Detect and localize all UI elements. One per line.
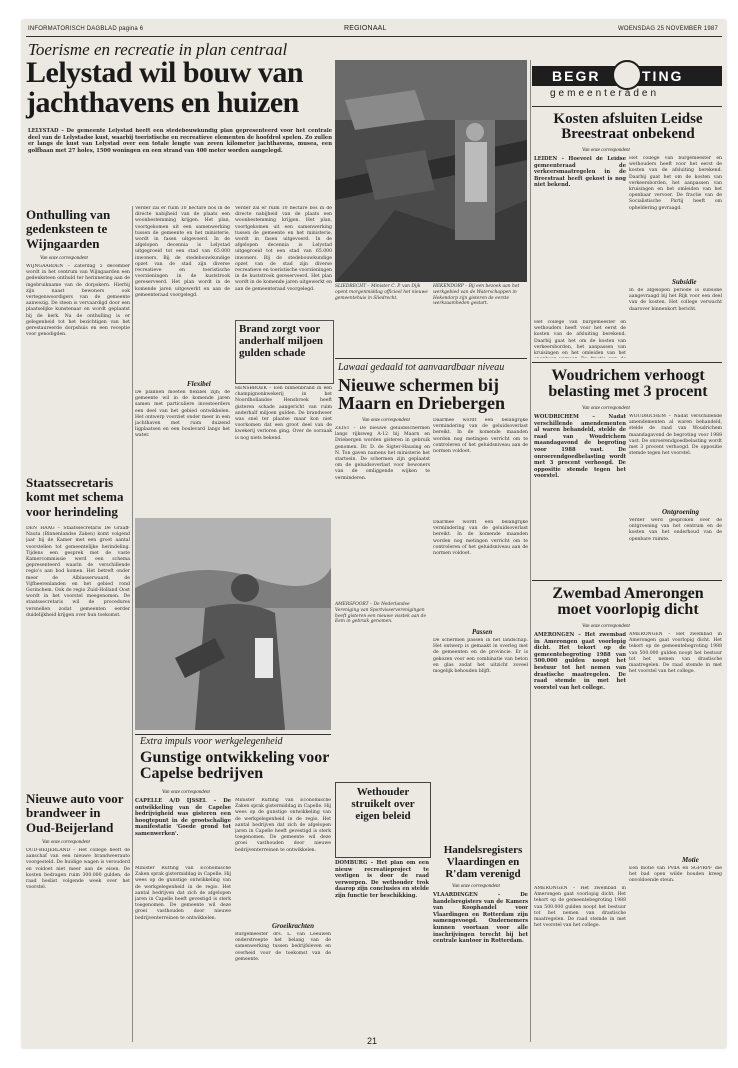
- lawaai-body2: Daarmee wordt een belangrijke vermindering van de geluidsoverlast bereikt. In de komende maanden worden nog metingen verricht om te controleren of het geluidsniveau aan de normen voldoet.: [433, 418, 528, 455]
- oudbeijerland-byline: Van onze correspondent: [42, 840, 90, 845]
- lawaai-body: ZEIST – De nieuwe geluidsschermen langs rijksweg A-12 bij Maarn en Driebergen worden gisteren in gebruik genomen. Dr. D. de Sigter-Hausing en N. Ton gaven namens het ministerie het startsein. De schermen zijn geplaatst om de geluidsoverlast voor bewoners van de omliggende wijken te verminderen.: [335, 426, 430, 481]
- capelle-rule: [135, 734, 331, 735]
- lawaai-headline: Nieuwe schermen bij Maarn en Driebergen: [338, 375, 505, 413]
- zwembad-body-more: AMERONGEN – Het zwembad in Amerongen gaat voorlopig dicht. Het tekort op de gemeentebegroting 1988 van 500.000 gulden noopt het bestuur tot het nemen van drastische maatregelen. De raad stemde in met het voorstel van het college.: [534, 886, 626, 929]
- capelle-headline: Gunstige ontwikkeling voor Capelse bedrijven: [140, 749, 330, 782]
- lelystad-sub: Flexibel: [187, 380, 211, 388]
- capelle-sub: Groeikrachten: [272, 922, 314, 930]
- zwembad-byline: Van onze correspondent: [582, 624, 630, 629]
- begroting-logo-sub: gemeenteraden: [550, 88, 660, 99]
- page-number: 21: [367, 1036, 378, 1046]
- lawaai-kicker: Lawaai gedaald tot aanvaardbaar niveau: [338, 362, 505, 373]
- capelle-body-cont: Minister Rutting van Economische Zaken sprak gistermiddag in Capelle. Hij wees op de gunstige ontwikkeling van de werkgelegenheid in de regio. Het aantal bedrijven dat zich de afgelopen jaren in Capelle heeft gevestigd is sterk toegenomen. De gemeente wil deze groei vasthouden door nieuwe bedrijventerreinen te ontwikkelen.: [235, 798, 331, 853]
- wethouder-box: [335, 782, 431, 858]
- lawaai-rule: [335, 358, 527, 359]
- staatssecretaris-body: DEN HAAG – Staatssecretaris De Graaff-Nauta (Binnenlandse Zaken) komt volgend jaar bij de Kamer met een groot aantal voorstellen tot gemeentelijke herindeling. Tijdens een gesprek met de vaste Kamercommissie werd een schema gepresenteerd waarin de verschillende regio's aan bod komen. Het betreft onder meer de Alblasserwaard, de Vijfheerenlanden en het gebied rond Gorinchem. Ook de regio Zuid-Holland Oost wordt in het voorstel meegenomen. De staatssecretaris wil de procedures versnellen zodat gemeenten eerder duidelijkheid krijgen over hun toekomst.: [26, 526, 130, 618]
- wingaarden-headline: Onthulling van gedenksteen te Wijngaarden: [26, 207, 111, 251]
- lelystad-lead: LELYSTAD – De gemeente Lelystad heeft een stedebouwkundig plan gepresenteerd voor het centrale deel van de Lelystadse kust, waarbij toeristische en recreatieve elementen de hoofdrol spelen. Zo zullen er langs de kust van Lelystad over een totale lengte van zeven kilometer jachthavens, musea, een golfbaan met 27 holes, 1500 woningen en een strand van 400 meter worden aangelegd.: [28, 128, 332, 154]
- staatssecretaris-headline: Staatssecretaris komt met schema voor herindeling: [26, 475, 124, 519]
- wingaarden-body: WIJNGAARDEN – Zaterdag 5 december wordt in het centrum van Wijngaarden een gedenksteen onthuld ter herinnering aan de ingebruikname van de dorpskern. Hierbij zijn naast bewoners ook vertegenwoordigers van de gemeente aanwezig. De steen is vervaardigd door een plaatselijke kunstenaar en wordt geplaatst bij de kerk. Na de onthulling is er gelegenheid tot het bezichtigen van het gerestaureerde dorpshuis en een receptie voor genodigden.: [26, 264, 130, 338]
- zwembad-headline: Zwembad Amerongen moet voorlopig dicht: [552, 585, 704, 618]
- header-date: WOENSDAG 25 NOVEMBER 1987: [617, 26, 718, 32]
- oudbeijerland-headline: Nieuwe auto voor brandweer in Oud-Beijerland: [26, 791, 124, 835]
- handelsregisters-byline: Van onze correspondent: [452, 884, 500, 889]
- capelle-kicker: Extra impuls voor werkgelegenheid: [140, 736, 283, 747]
- header-rule: [26, 36, 722, 37]
- kosten-lead: LEIDEN – Hoeveel de Leidse gemeenteraad de verkeersmaatregelen in de Breestraat heeft gekost is nog niet bekend.: [534, 156, 626, 189]
- photo-sliedrecht: [335, 60, 527, 282]
- col-sep-2: [530, 60, 531, 1042]
- begroting-logo-text-b: TING: [642, 68, 684, 84]
- photo-sliedrecht-image: [335, 60, 527, 282]
- handelsregisters-body: VLAARDINGEN – De handelsregisters van de Kamers van Koophandel voor Vlaardingen en Rotterdam zijn samengevoegd. Ondernemers kunnen voortaan voor alle inschrijvingen terecht bij het centrale kantoor in Rotterdam.: [433, 892, 528, 945]
- col-sep-1: [132, 206, 133, 1042]
- zwembad-sub: Motie: [682, 856, 699, 864]
- kosten-byline: Van onze correspondent: [582, 148, 630, 153]
- header-left: INFORMATORISCH DAGBLAD pagina 6: [28, 26, 144, 32]
- woudrichem-rule: [532, 362, 722, 363]
- photo-amersfoort-caption: AMERSFOORT – De Nederlandse Vereniging van Sportvisserverenigingen heeft gisteren een nieuwe visstek aan de Eem in gebruik genomen.: [335, 602, 427, 625]
- kosten-body-cont: Het college van burgemeester en wethouders heeft voor het eerst de kosten van de afsluiting berekend. Daarbij gaat het om de kosten van verkeersborden, het aanpassen van kruisingen en het omleiden van het: [534, 320, 626, 357]
- header-section: REGIONAAL: [344, 25, 387, 32]
- lawaai-byline: Van onze correspondent: [362, 418, 410, 423]
- woudrichem-body-cont: WOUDRICHEM – Nadat verschillende amendementen al waren behandeld, stelde de raad van Woudrichem maandagavond de begroting voor 1988 vast. De onroerendgoedbelasting wordt met 3 procent verhoogd. De oppositie stemde tegen het voorstel.: [629, 414, 722, 457]
- photo-amersfoort: [135, 518, 331, 730]
- kosten-body: Het college van burgemeester en wethouders heeft voor het eerst de kosten van de afsluiting berekend. Daarbij gaat het om de kosten van verkeersborden, het aanpassen van kruisingen en het omleiden van het openbaar vervoer. De fractie van de Socialistische Partij heeft om opheldering gevraagd.: [629, 156, 722, 211]
- photo-amersfoort-image: [135, 518, 331, 730]
- zwembad-body-cont: AMERONGEN – Het zwembad in Amerongen gaat voorlopig dicht. Het tekort op de gemeentebegroting 1988 van 500.000 gulden noopt het bestuur tot het nemen van drastische maatregelen. De raad stemde in met het voorstel van het college.: [629, 632, 722, 675]
- newspaper-page: [22, 20, 726, 1048]
- woudrichem-body2: Verder werd gesproken over de ontgroening van het centrum en de kosten van het onderhoud van de openbare ruimte.: [629, 518, 722, 542]
- wethouder-headline: Wethouder struikelt over eigen beleid: [351, 786, 415, 823]
- oudbeijerland-body: OUD-BEIJERLAND – Het college heeft de aanschaf van een nieuwe brandweerauto voorgesteld. De huidige wagen is verouderd en voldoet niet meer aan de eisen. De kosten bedragen ruim 300.000 gulden; de raad beslist volgende week over het voorstel.: [26, 848, 130, 891]
- photo-sliedrecht-caption: SLIEDRECHT – Minister C. P. van Dijk opent morgenmiddag officieel het nieuwe gemeentehuis in Sliedrecht.: [335, 284, 428, 301]
- lawaai-body-cont: Daarmee wordt een belangrijke vermindering van de geluidsoverlast bereikt. In de komende maanden worden nog metingen verricht om te controleren of het geluidsniveau aan de normen voldoet.: [433, 520, 528, 557]
- woudrichem-headline: Woudrichem verhoogt belasting met 3 procent: [548, 367, 708, 400]
- brandzorg-box: [235, 320, 334, 384]
- zwembad-body: AMERONGEN – Het zwembad in Amerongen gaat voorlopig dicht. Het tekort op de gemeentebegroting 1988 van 500.000 gulden noopt het bestuur tot het nemen van drastische maatregelen. De raad stemde in met het voorstel van het college.: [534, 632, 626, 691]
- begroting-logo: [532, 66, 722, 102]
- capelle-byline: Van onze correspondent: [162, 790, 210, 795]
- lawaai-body3: De schermen passen in het landschap. Het ontwerp is gemaakt in overleg met de gemeenten en de provincie. Er is gekozen voor een combinatie van beton en glas zodat het uitzicht zoveel mogelijk behouden blijft.: [433, 638, 528, 675]
- kosten-headline: Kosten afsluiten Leidse Breestraat onbekend: [553, 111, 703, 142]
- capelle-body: Minister Rutting van Economische Zaken sprak gistermiddag in Capelle. Hij wees op de gunstige ontwikkeling van de werkgelegenheid in de regio. Het aantal bedrijven dat zich de afgelopen jaren in Capelle heeft gevestigd is sterk toegenomen. De gemeente wil deze groei vasthouden door nieuwe bedrijventerreinen te ontwikkelen.: [135, 866, 231, 921]
- brandzorg-body: HENSBROEK – Een binnenbrand in een champignonkwekerij in het Noordhollandse Hensbroek heeft gisteren schade aangericht van ruim anderhalf miljoen gulden. De brandweer was snel ter plaatse maar kon niet voorkomen dat een groot deel van de kwekerij verloren ging. Over de oorzaak is nog niets bekend.: [235, 386, 332, 441]
- zwembad-rule: [532, 580, 722, 581]
- wethouder-body: DOMBURG – Het plan om een nieuw recreatieproject te vestigen is door de raad verworpen. De wethouder trok daarop zijn conclusies en stelde zijn functie ter beschikking.: [335, 860, 429, 899]
- kosten-body2: In de afgelopen periode is subsidie aangevraagd bij het Rijk voor een deel van de kosten. Het college verwacht daarover binnenkort bericht.: [629, 288, 722, 312]
- woudrichem-body: WOUDRICHEM – Nadat verschillende amendementen al waren behandeld, stelde de raad van Woudrichem maandagavond de begroting voor 1988 vast. De onroerendgoedbelasting wordt met 3 procent verhoogd. De oppositie stemde tegen het voorstel.: [534, 414, 626, 480]
- lelystad-kicker: Toerisme en recreatie in plan centraal: [28, 40, 288, 59]
- handelsregisters-headline: Handelsregisters Vlaardingen en R'dam verenigd: [443, 844, 523, 881]
- woudrichem-sub: Ontgroening: [662, 508, 699, 516]
- lelystad-body-cont: Verder zal er ruim 10 hectare bos in de directe nabijheid van de plaats een woonbestemming krijgen. Het plan, voortgekomen uit een samenwerking tussen de gemeente en het ministerie, wordt in fasen uitgevoerd. In de afgelopen decennia is Lelystad uitgegroeid tot een stad van 65.000 inwoners. Bij de stedebouwkundige opzet van de stad zijn diverse recreatieve en toeristische voorzieningen in de kuststrook gereserveerd. Het plan wordt in de komende jaren uitgewerkt en aan de gemeenteraad voorgelegd.: [235, 206, 332, 292]
- capelle-lead: CAPELLE A/D IJSSEL – De ontwikkeling van de Capelse bedrijvigheid was gisteren een hoogtepunt in de grootschalige manifestatie 'Goede grond tot samenwerken'.: [135, 798, 231, 837]
- kosten-sub: Subsidie: [672, 278, 697, 286]
- lelystad-body2: De plannen moeten flexibel zijn; de gemeente wil in de komende jaren samen met particuliere investeerders een deel van het gebied ontwikkelen. Het ontwerp voorziet onder meer in een jachthaven met ruim duizend ligplaatsen en een boulevard langs het water.: [135, 390, 230, 439]
- lelystad-headline: Lelystad wil bouw van jachthavens en huizen: [26, 56, 304, 119]
- logo-rule: [532, 106, 722, 107]
- lawaai-sub: Passen: [472, 628, 493, 636]
- begroting-logo-text-a: BEGR: [552, 68, 601, 84]
- wingaarden-byline: Van onze correspondent: [40, 256, 88, 261]
- photo-hekendorp-caption: HEKENDORP – Bij een bezoek aan het werkgebied van de Waterschappen in Hekendorp zijn gisteren de eerste werkzaamheden gestart.: [433, 284, 520, 307]
- capelle-body2: Burgemeester drs. L. van Leeuwen onderstreepte het belang van de samenwerking tussen bedrijfsleven en overheid voor de toekomst van de gemeente.: [235, 932, 331, 962]
- zwembad-body2: Een motie van PvdA en SGP/RPF die het bad open wilde houden kreeg onvoldoende steun.: [629, 866, 722, 884]
- woudrichem-byline: Van onze correspondent: [582, 406, 630, 411]
- begroting-logo-emblem-icon: [612, 60, 642, 90]
- brandzorg-headline: Brand zorgt voor anderhalf miljoen gulden schade: [239, 323, 324, 360]
- lelystad-body: Verder zal er ruim 10 hectare bos in de directe nabijheid van de plaats een woonbestemming krijgen. Het plan, voortgekomen uit een samenwerking tussen de gemeente en het ministerie, wordt in fasen uitgevoerd. In de afgelopen decennia is Lelystad uitgegroeid tot een stad van 65.000 inwoners. Bij de stedebouwkundige opzet van de stad zijn diverse recreatieve en toeristische voorzieningen in de kuststrook gereserveerd. Het plan wordt in de komende jaren uitgewerkt en aan de gemeenteraad voorgelegd.: [135, 206, 230, 298]
